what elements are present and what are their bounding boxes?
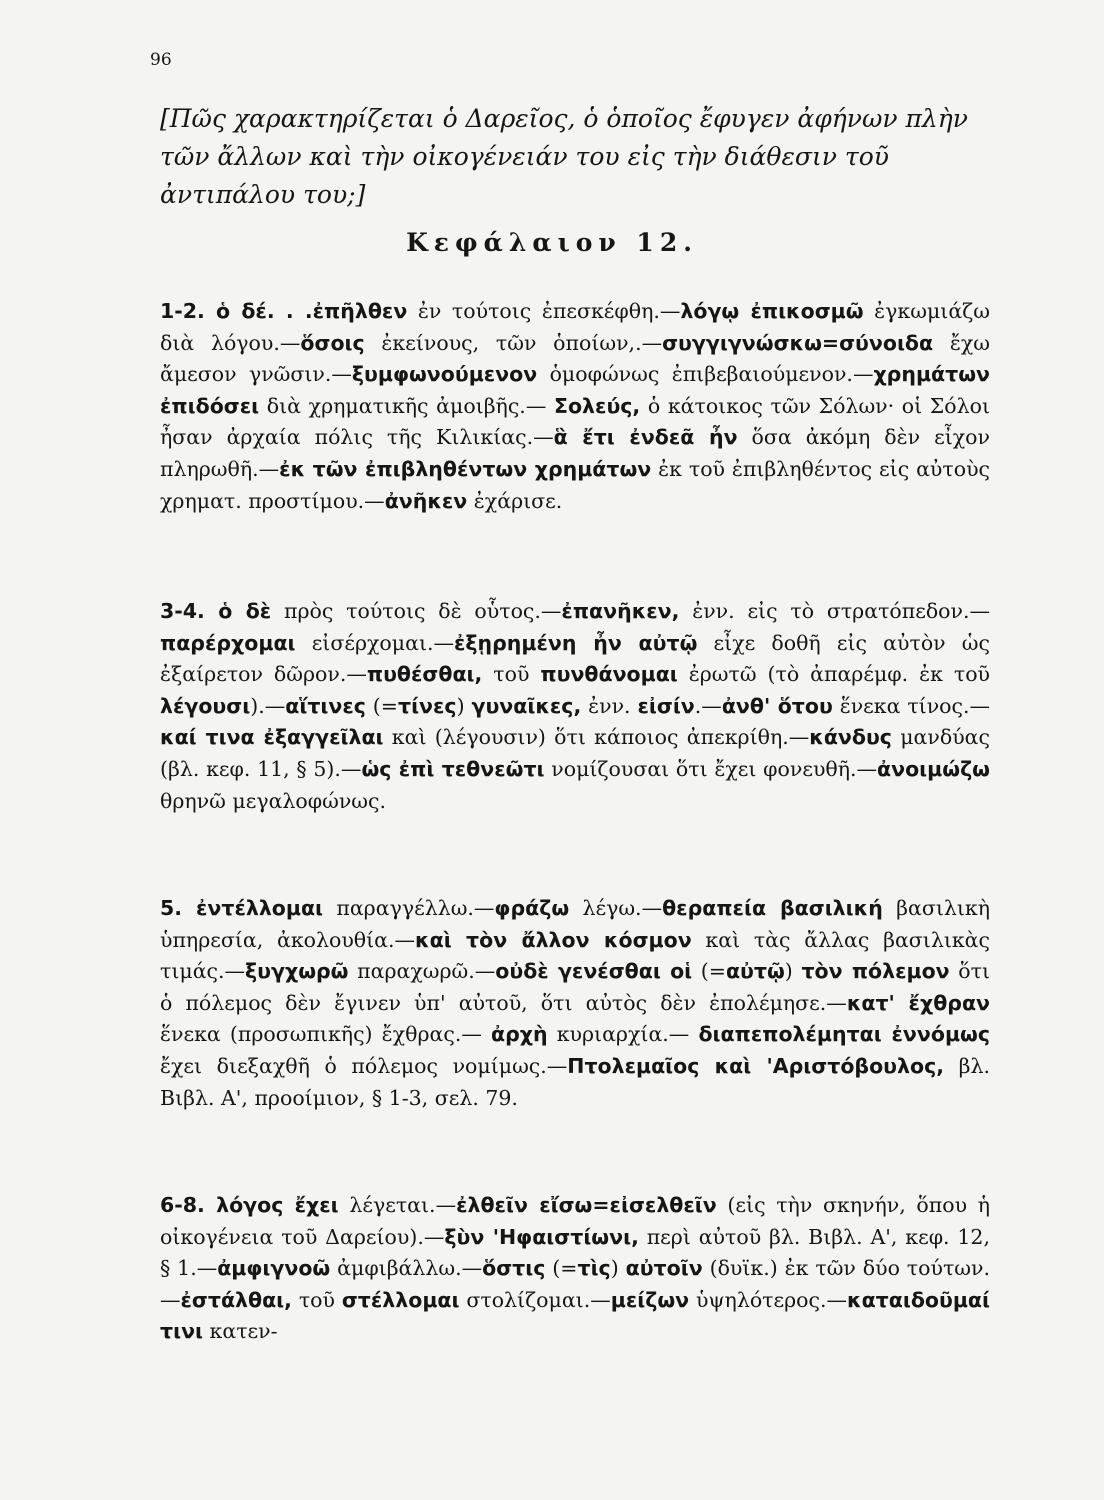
chapter-title: Κεφάλαιον 12. xyxy=(406,228,698,257)
lemma-term: ἀμφιγνοῶ xyxy=(217,1256,331,1281)
lemma-term: Σολεύς, xyxy=(553,393,641,418)
gloss-text: εἶχε δοθῆ εἰς αὐτὸν ὡς ἐξαίρετον δῶρον.— xyxy=(160,630,990,687)
lemma-term: ἐλθεῖν εἴσω=εἰσελθεῖν xyxy=(456,1193,717,1217)
gloss-text: λέγω.— xyxy=(569,896,663,920)
lemma-term: Πτολεμαῖος καὶ 'Αριστόβουλος, xyxy=(567,1053,945,1078)
gloss-text: ἐκείνους, τῶν ὁποίων,.— xyxy=(364,330,663,355)
lemma-term: τὸν πόλεμον xyxy=(801,959,950,984)
lemma-term: ξυγχωρῶ xyxy=(245,959,349,984)
gloss-text: ἐγκωμιάζω διὰ λόγου.— xyxy=(160,299,990,355)
lemma-term: εἰσίν xyxy=(637,693,695,718)
lemma-term: ἐκ τῶν ἐπιβληθέντων χρημάτων xyxy=(279,456,652,481)
lemma-term: αὐτῷ xyxy=(725,959,785,984)
lemma-term: ὡς ἐπὶ τεθνεῶτι xyxy=(361,756,545,781)
gloss-text: καὶ (λέγουσιν) ὅτι κάποιος ἀπεκρίθη.— xyxy=(383,725,810,750)
page-number: 96 xyxy=(150,50,172,70)
gloss-text: παραχωρῶ.— xyxy=(348,959,496,984)
gloss-text: ἕνεκα τίνος.— xyxy=(832,693,991,718)
gloss-text: (= xyxy=(545,1256,578,1281)
gloss-text: εἰσέρχομαι.— xyxy=(295,630,454,655)
lemma-term: διαπεπολέμηται ἐννόμως xyxy=(698,1022,990,1047)
lemma-term: αὐτοῖν xyxy=(625,1256,703,1281)
lemma-term: θεραπεία βασιλική xyxy=(662,896,883,920)
gloss-text: ).— xyxy=(250,693,286,718)
gloss-text: νομίζουσαι ὅτι ἔχει φονευθῆ.— xyxy=(544,756,878,781)
lemma-term: τίνες xyxy=(397,693,457,718)
gloss-text: ἐνν. εἰς τὸ στρατόπεδον.— xyxy=(679,599,991,623)
lemma-term: κατ' ἔχθραν xyxy=(846,990,990,1015)
lemma-term: ὅστις xyxy=(482,1256,546,1281)
gloss-text: διὰ χρηματικῆς ἀμοιβῆς.— xyxy=(259,393,554,418)
lemma-term: λόγῳ ἐπικοσμῶ xyxy=(680,299,864,323)
gloss-text: πρὸς τούτοις δὲ οὗτος.— xyxy=(271,599,562,623)
gloss-text: ἐνν. xyxy=(581,693,638,718)
lemma-term: ἀρχὴ xyxy=(491,1022,548,1047)
lemma-term: ἐστάλθαι, xyxy=(180,1287,292,1312)
gloss-text: ἐχάρισε. xyxy=(467,488,563,513)
commentary-paragraph-3-4 xyxy=(160,596,990,817)
lemma-term: ἀνοιμώζω xyxy=(877,756,990,781)
chapter-question: [Πῶς χαρακτηρίζεται ὁ Δαρεῖος, ὁ ὁποῖος ἔφυγεν ἀφήνων πλὴν τῶν ἄλλων καὶ τὴν οἰκογένειάν του εἰς τὴν διάθεσιν τοῦ ἀντιπάλου του;] xyxy=(160,104,968,209)
gloss-text: ἕνεκα (προσωπικῆς) ἔχθρας.— xyxy=(160,1022,491,1047)
lemma-term: οὐδὲ γενέσθαι οἱ xyxy=(495,959,693,984)
gloss-text: θρηνῶ μεγαλοφώνως. xyxy=(160,788,386,813)
gloss-text: κατεν- xyxy=(203,1319,278,1344)
gloss-text: ὅσα ἀκόμη δὲν εἶχον πληρωθῆ.— xyxy=(160,425,990,481)
lemma-term: πυθέσθαι, xyxy=(366,662,483,687)
gloss-text: βλ. Βιβλ. Α', προοίμιον, § 1-3, σελ. 79. xyxy=(160,1053,990,1110)
gloss-text: (δυϊκ.) ἐκ τῶν δύο τούτων.— xyxy=(160,1256,990,1312)
lemma-term: συγγιγνώσκω=σύνοιδα xyxy=(662,330,934,355)
lemma-term: στέλλομαι xyxy=(341,1287,460,1312)
gloss-text: τοῦ xyxy=(482,662,541,687)
gloss-text: ἔχει διεξαχθῆ ὁ πόλεμος νομίμως.— xyxy=(160,1053,568,1078)
gloss-text: (= xyxy=(692,959,726,984)
gloss-text: τοῦ xyxy=(291,1287,342,1312)
gloss-text: (εἰς τὴν σκηνήν, ὅπου ἡ οἰκογένεια τοῦ Δαρείου).— xyxy=(160,1193,990,1249)
lemma-term: λέγουσι xyxy=(160,693,251,718)
gloss-text: περὶ αὐτοῦ βλ. Βιβλ. Α', κεφ. 12, § 1.— xyxy=(160,1224,990,1281)
gloss-text: ἐρωτῶ (τὸ ἀπαρέμφ. ἐκ τοῦ xyxy=(677,662,991,687)
gloss-text: .— xyxy=(694,693,722,718)
lemma-term: τὶς xyxy=(577,1256,611,1281)
gloss-text: μανδύας (βλ. κεφ. 11, § 5).— xyxy=(160,725,990,781)
gloss-text: ὁμοφώνως ἐπιβεβαιούμενον.— xyxy=(537,362,874,387)
lemma-term: ἀνθ' ὅτου xyxy=(721,693,833,718)
gloss-text: ὅτι ὁ πόλεμος δὲν ἔγινεν ὑπ' αὐτοῦ, ὅτι αὐτὸς δὲν ἐπολέμησε.— xyxy=(160,959,990,1015)
lemma-term: καί τινα ἐξαγγεῖλαι xyxy=(160,725,384,750)
gloss-text: κυριαρχία.— xyxy=(547,1022,699,1047)
lemma-term: χρημάτων ἐπιδόσει xyxy=(160,362,990,418)
lemma-term: φράζω xyxy=(494,896,570,920)
lemma-term: καταιδοῦμαί τινι xyxy=(160,1287,990,1344)
commentary-paragraph-6-8 xyxy=(160,1190,990,1348)
lemma-term: πυνθάνομαι xyxy=(540,662,678,687)
gloss-text: ὑψηλότερος.— xyxy=(689,1287,848,1312)
lemma-term: κάνδυς xyxy=(809,725,892,750)
gloss-text: βασιλικὴ ὑπηρεσία, ἀκολουθία.— xyxy=(160,896,990,952)
gloss-text: ἀμφιβάλλω.— xyxy=(330,1256,483,1281)
gloss-text: ) xyxy=(784,959,802,984)
lemma-term: ξὺν 'Ηφαιστίωνι, xyxy=(444,1224,639,1249)
lemma-term: ἐξῃρημένη ἦν αὐτῷ xyxy=(454,630,698,655)
lemma-term: ξυμφωνούμενον xyxy=(351,362,538,387)
lemma-term: 5. ἐντέλλομαι xyxy=(160,896,324,920)
gloss-text: παραγγέλλω.— xyxy=(323,896,495,920)
gloss-text: ἐκ τοῦ ἐπιβληθέντος εἰς αὐτοὺς χρηματ. προστίμου.— xyxy=(160,456,991,513)
lemma-term: καὶ τὸν ἄλλον κόσμον xyxy=(415,927,692,952)
gloss-text: ὁ κάτοικος τῶν Σόλων· οἱ Σόλοι ἦσαν ἀρχαία πόλις τῆς Κιλικίας.— xyxy=(160,393,991,450)
gloss-text: ἔχω ἄμεσον γνῶσιν.— xyxy=(160,330,990,387)
lemma-term: ἐπανῆκεν, xyxy=(561,599,680,623)
gloss-text: ) xyxy=(610,1256,626,1281)
gloss-text: στολίζομαι.— xyxy=(459,1287,611,1312)
gloss-text: λέγεται.— xyxy=(338,1193,457,1217)
commentary-paragraph-5 xyxy=(160,893,990,1114)
lemma-term: αἵτινες xyxy=(285,693,366,718)
gloss-text: ) xyxy=(456,693,472,718)
commentary-paragraph-1-2 xyxy=(160,296,990,517)
lemma-term: 1-2. ὁ δέ. . .ἐπῆλθεν xyxy=(160,299,408,323)
lemma-term: παρέρχομαι xyxy=(160,630,296,655)
lemma-term: γυναῖκες, xyxy=(471,693,582,718)
lemma-term: 3-4. ὁ δὲ xyxy=(160,599,272,623)
lemma-term: ὅσοις xyxy=(300,330,365,355)
lemma-term: ἃ ἔτι ἐνδεᾶ ἦν xyxy=(553,425,738,450)
gloss-text: καὶ τὰς ἄλλας βασιλικὰς τιμάς.— xyxy=(160,927,990,984)
lemma-term: ἀνῆκεν xyxy=(384,488,468,513)
lemma-term: 6-8. λόγος ἔχει xyxy=(160,1193,339,1217)
lemma-term: μείζων xyxy=(610,1287,690,1312)
gloss-text: (= xyxy=(365,693,398,718)
gloss-text: ἐν τούτοις ἐπεσκέφθη.— xyxy=(407,299,681,323)
